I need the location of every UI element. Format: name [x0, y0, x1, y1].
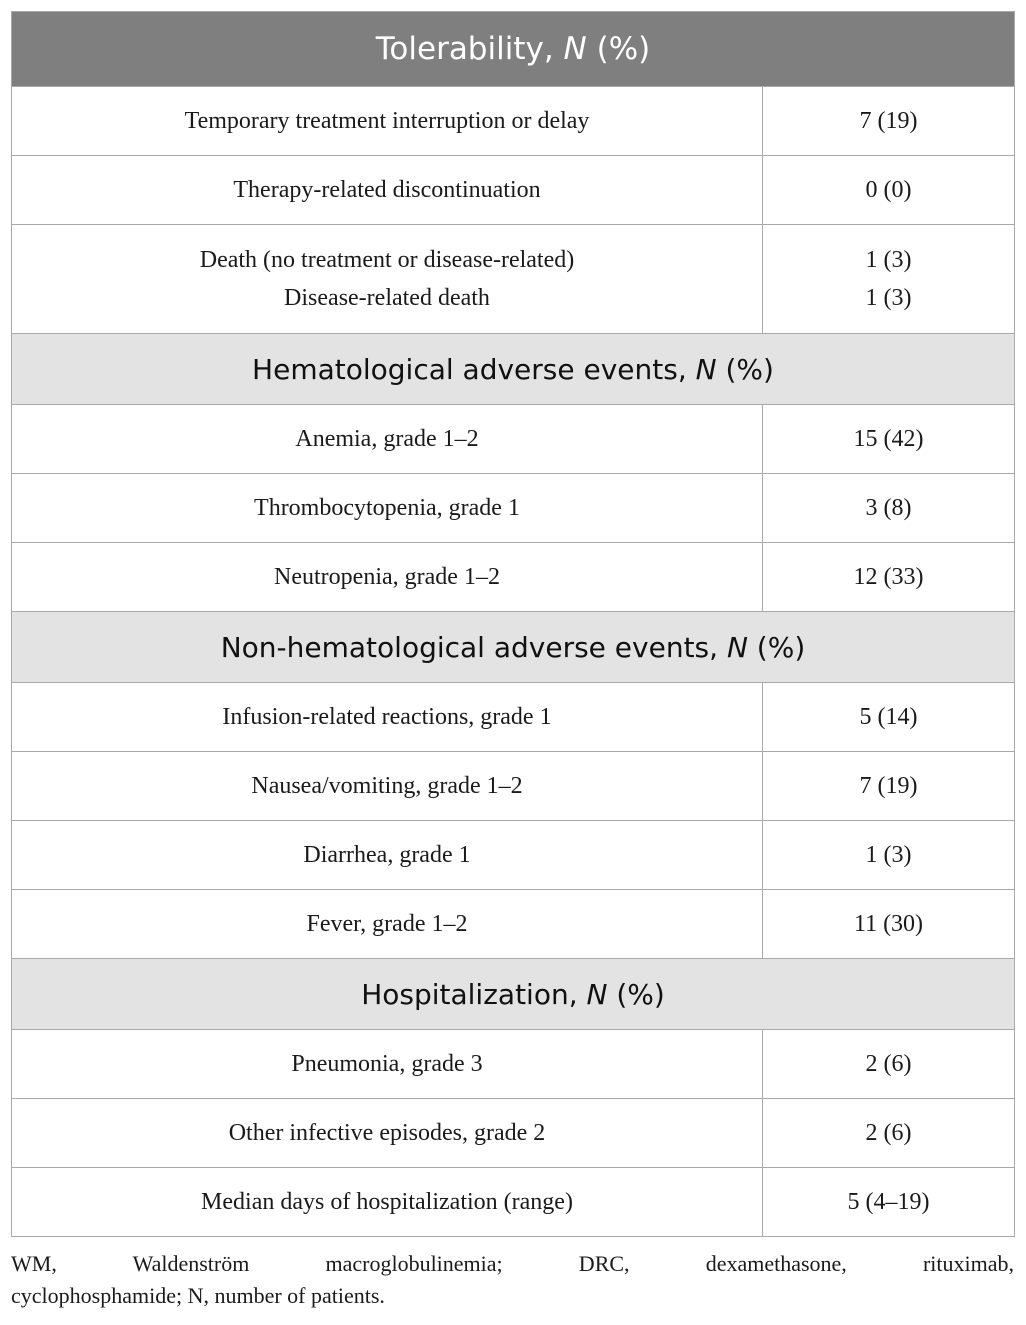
section-title-suffix: (%): [607, 977, 665, 1011]
table-title-n: N: [563, 31, 587, 67]
section-title: [12, 959, 1015, 1030]
row-label: Disease-related death: [284, 285, 490, 311]
table-row: [12, 1030, 1015, 1099]
death-values: [763, 225, 1015, 334]
row-label: Nausea/vomiting, grade 1–2: [12, 752, 763, 821]
row-label: Death (no treatment or disease-related): [199, 247, 575, 273]
table-title: [12, 12, 1015, 87]
tolerability-table: [11, 11, 1015, 1237]
footnote-line: cyclophosphamide; N, number of patients.: [11, 1283, 385, 1308]
row-label: Pneumonia, grade 3: [12, 1030, 763, 1099]
table-title-suffix: (%): [586, 31, 651, 67]
section-header-hospitalization: [12, 959, 1015, 1030]
table-row: [12, 683, 1015, 752]
row-value: 15 (42): [763, 405, 1015, 474]
table-row: [12, 890, 1015, 959]
row-label: Anemia, grade 1–2: [12, 405, 763, 474]
row-value: 11 (30): [763, 890, 1015, 959]
section-header-hematological: [12, 334, 1015, 405]
row-value: 1 (3): [763, 821, 1015, 890]
row-label: Fever, grade 1–2: [12, 890, 763, 959]
table-row: [12, 543, 1015, 612]
row-label: Median days of hospitalization (range): [12, 1168, 763, 1237]
row-value: 5 (4–19): [763, 1168, 1015, 1237]
table-title-label: Tolerability,: [375, 31, 564, 67]
section-title-label: Hospitalization,: [361, 977, 587, 1011]
row-value: 7 (19): [763, 752, 1015, 821]
section-title-n: N: [695, 352, 717, 386]
section-title-suffix: (%): [747, 630, 806, 664]
death-labels: [12, 225, 763, 334]
section-title-label: Hematological adverse events,: [252, 352, 696, 386]
section-header-non-hematological: [12, 612, 1015, 683]
row-value: 2 (6): [763, 1099, 1015, 1168]
row-label: Neutropenia, grade 1–2: [12, 543, 763, 612]
row-value: 3 (8): [763, 474, 1015, 543]
row-label: Other infective episodes, grade 2: [12, 1099, 763, 1168]
table-row-death: [12, 225, 1015, 334]
table-footnote: [11, 1248, 1014, 1312]
row-label: Temporary treatment interruption or delay: [12, 87, 763, 156]
row-value: 1 (3): [865, 285, 912, 311]
section-title: [12, 612, 1015, 683]
row-label: Thrombocytopenia, grade 1: [12, 474, 763, 543]
table-row: [12, 156, 1015, 225]
row-label: Infusion-related reactions, grade 1: [12, 683, 763, 752]
section-title-n: N: [586, 977, 608, 1011]
section-title-suffix: (%): [716, 352, 774, 386]
footnote-line: WM, Waldenström macroglobulinemia; DRC, dexamethasone, rituximab,: [11, 1251, 1014, 1276]
tolerability-table-container: [11, 11, 1014, 1237]
row-value: 0 (0): [763, 156, 1015, 225]
table-row: [12, 474, 1015, 543]
row-value: 1 (3): [865, 247, 912, 273]
section-title-n: N: [726, 630, 748, 664]
table-header-row: [12, 12, 1015, 87]
table-row: [12, 87, 1015, 156]
section-title-label: Non-hematological adverse events,: [220, 630, 727, 664]
section-title: [12, 334, 1015, 405]
row-label: Therapy-related discontinuation: [12, 156, 763, 225]
row-value: 2 (6): [763, 1030, 1015, 1099]
row-value: 5 (14): [763, 683, 1015, 752]
row-value: 7 (19): [763, 87, 1015, 156]
row-label: Diarrhea, grade 1: [12, 821, 763, 890]
table-row: [12, 1168, 1015, 1237]
table-row: [12, 821, 1015, 890]
table-row: [12, 1099, 1015, 1168]
row-value: 12 (33): [763, 543, 1015, 612]
table-row: [12, 752, 1015, 821]
table-row: [12, 405, 1015, 474]
